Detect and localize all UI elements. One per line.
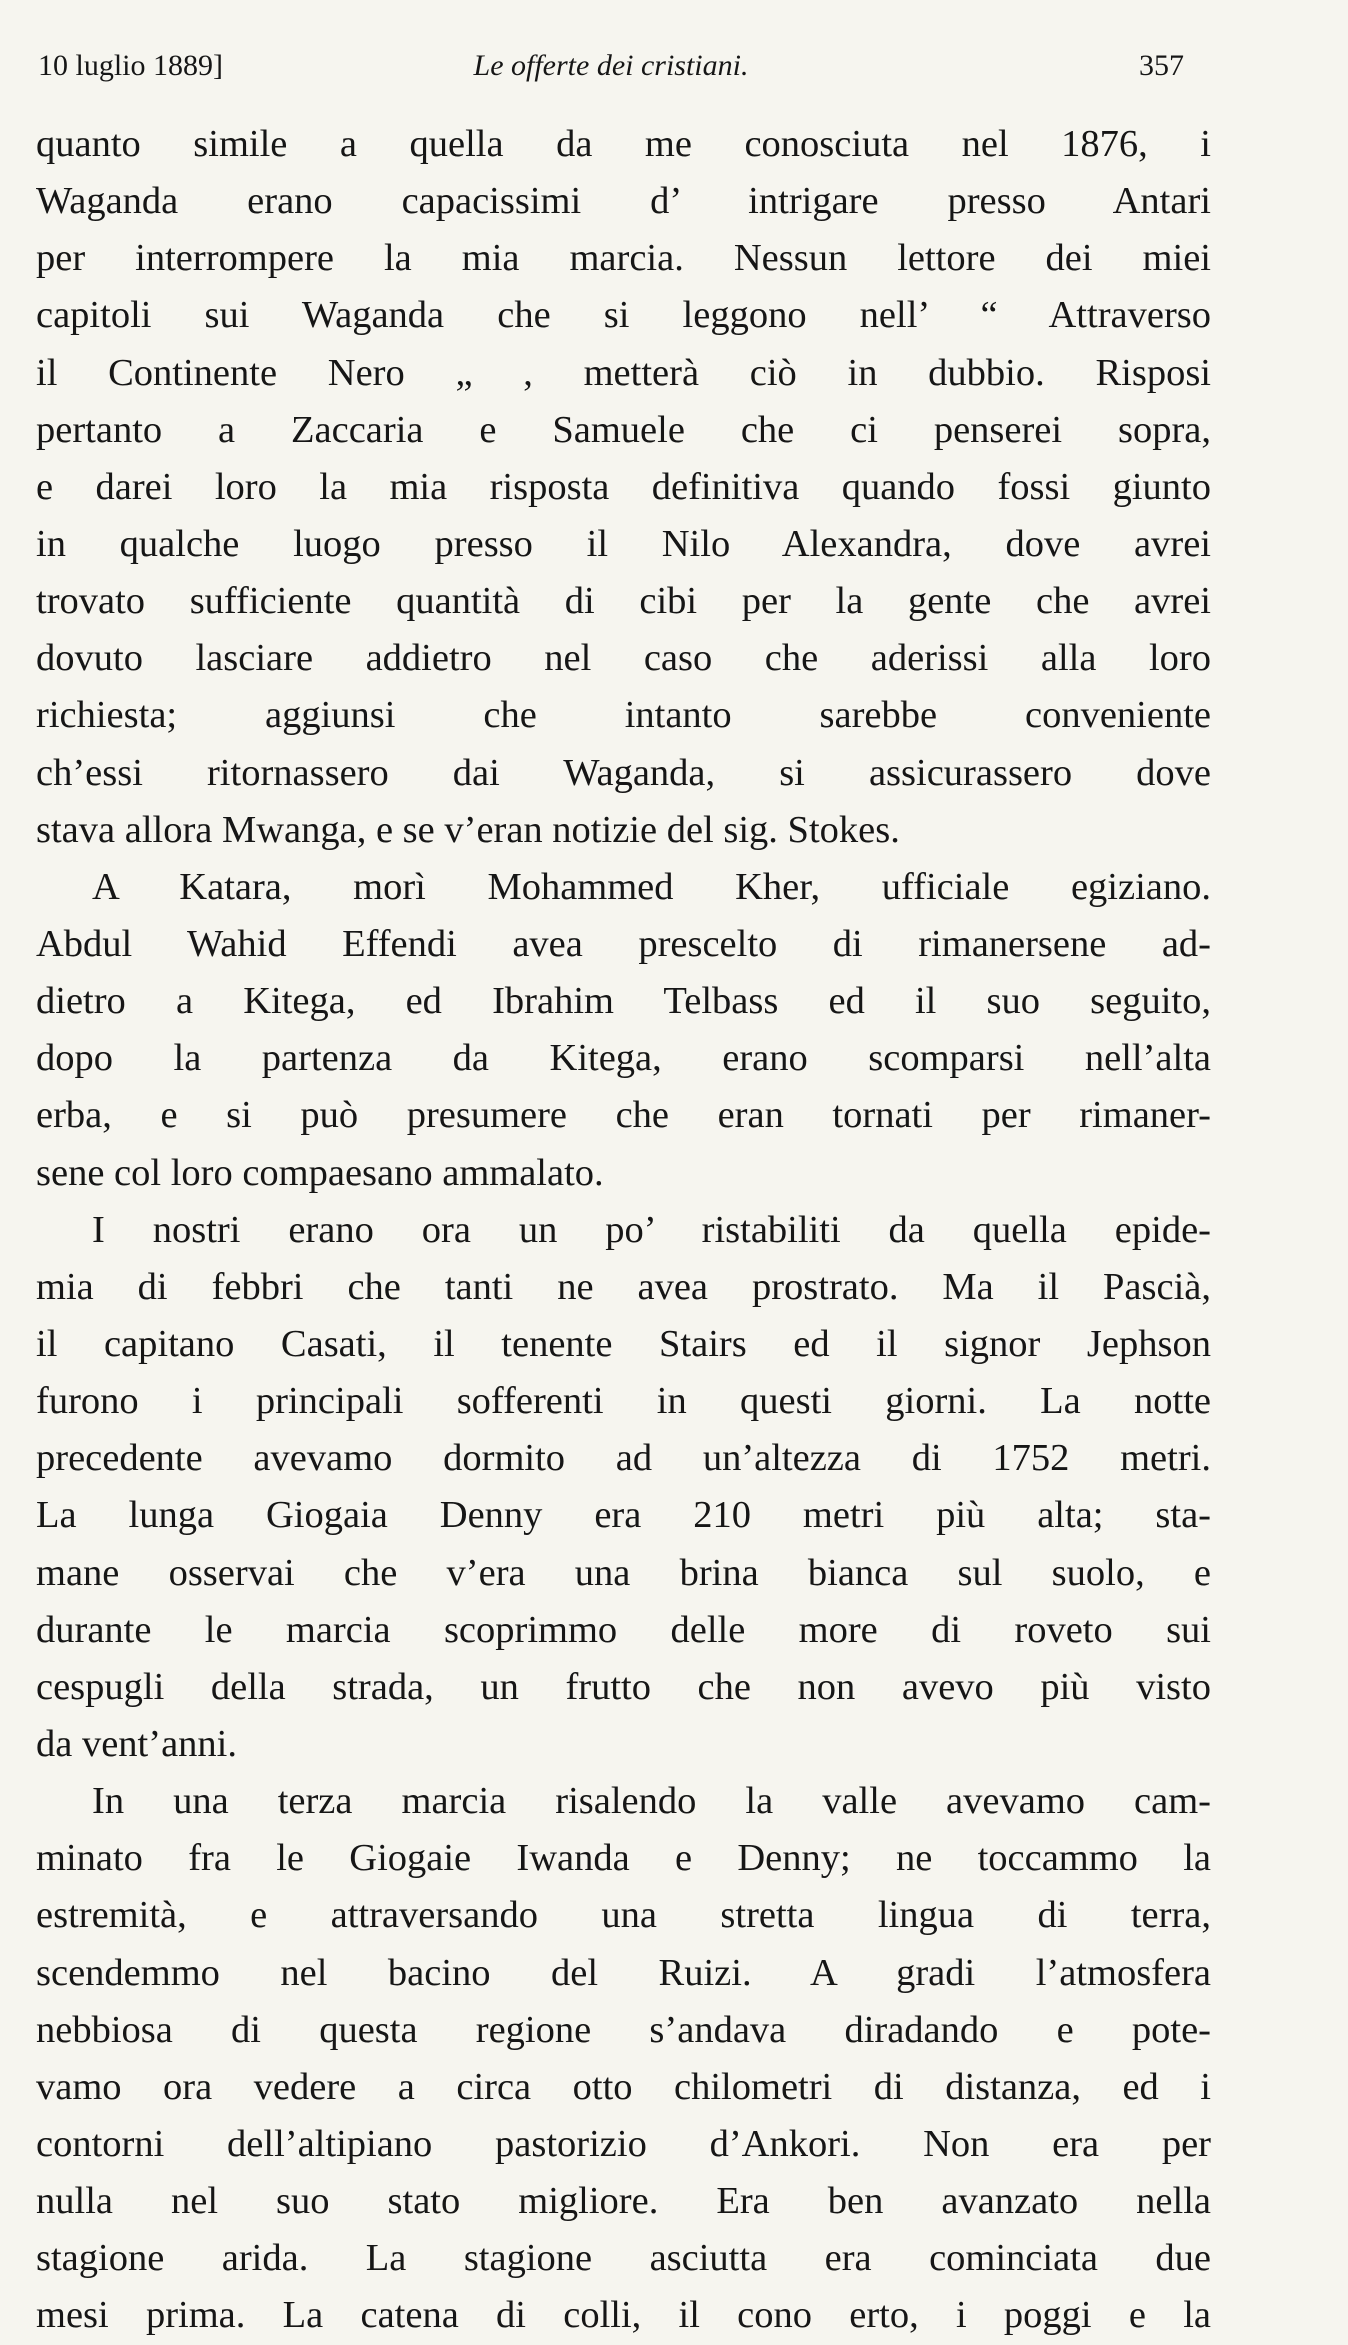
text-line: precedente avevamo dormito ad un’altezza di 1752 metri. [36, 1437, 1211, 1480]
page-number: 357 [1139, 49, 1184, 82]
text-line: trovato sufficiente quantità di cibi per la gente che avrei [36, 580, 1211, 623]
header-date: 10 luglio 1889] [38, 49, 223, 82]
text-line: minato fra le Giogaie Iwanda e Denny; ne toccammo la [36, 1837, 1211, 1880]
text-line: ch’essi ritornassero dai Waganda, si assicurassero dove [36, 751, 1211, 794]
text-line: mia di febbri che tanti ne avea prostrato. Ma il Pascià, [36, 1265, 1211, 1308]
text-line: scendemmo nel bacino del Ruizi. A gradi l’atmosfera [36, 1951, 1211, 1994]
text-line: vamo ora vedere a circa otto chilometri di distanza, ed i [36, 2065, 1211, 2108]
text-line: stava allora Mwanga, e se v’eran notizie del sig. Stokes. [36, 808, 900, 851]
text-line: sene col loro compaesano ammalato. [36, 1151, 604, 1194]
text-line: nebbiosa di questa regione s’andava diradando e pote- [36, 2008, 1211, 2051]
text-line: nulla nel suo stato migliore. Era ben avanzato nella [36, 2180, 1211, 2223]
header-title: Le offerte dei cristiani. [473, 49, 749, 82]
text-line: mesi prima. La catena di colli, il cono erto, i poggi e la [36, 2294, 1211, 2337]
text-line: in qualche luogo presso il Nilo Alexandra, dove avrei [36, 522, 1211, 565]
text-line: e darei loro la mia risposta definitiva quando fossi giunto [36, 465, 1211, 508]
text-line: contorni dell’altipiano pastorizio d’Ankori. Non era per [36, 2122, 1211, 2165]
text-line: A Katara, morì Mohammed Kher, ufficiale egiziano. [92, 865, 1211, 908]
text-line: La lunga Giogaia Denny era 210 metri più alta; sta- [36, 1494, 1211, 1537]
text-line: mane osservai che v’era una brina bianca sul suolo, e [36, 1551, 1211, 1594]
text-line: estremità, e attraversando una stretta lingua di terra, [36, 1894, 1211, 1937]
text-line: richiesta; aggiunsi che intanto sarebbe conveniente [36, 694, 1211, 737]
text-line: quanto simile a quella da me conosciuta nel 1876, i [36, 123, 1211, 165]
text-line: In una terza marcia risalendo la valle avevamo cam- [92, 1780, 1211, 1823]
text-line: dovuto lasciare addietro nel caso che aderissi alla loro [36, 637, 1211, 680]
text-line: furono i principali sofferenti in questi giorni. La notte [36, 1380, 1211, 1423]
text-line: dietro a Kitega, ed Ibrahim Telbass ed il suo seguito, [36, 980, 1211, 1023]
text-line: I nostri erano ora un po’ ristabiliti da quella epide- [92, 1208, 1211, 1251]
body-text [36, 116, 1211, 2344]
text-line: pertanto a Zaccaria e Samuele che ci penserei sopra, [36, 408, 1211, 451]
text-line: da vent’anni. [36, 1722, 237, 1765]
text-line: per interrompere la mia marcia. Nessun lettore dei miei [36, 237, 1211, 280]
text-line: il capitano Casati, il tenente Stairs ed il signor Jephson [36, 1322, 1211, 1365]
text-line: Waganda erano capacissimi d’ intrigare presso Antari [36, 180, 1211, 223]
text-line: dopo la partenza da Kitega, erano scomparsi nell’alta [36, 1037, 1211, 1080]
text-line: il Continente Nero „ , metterà ciò in dubbio. Risposi [36, 351, 1211, 394]
text-line: durante le marcia scoprimmo delle more di roveto sui [36, 1608, 1211, 1651]
text-line: Abdul Wahid Effendi avea prescelto di rimanersene ad- [36, 922, 1211, 965]
text-line: cespugli della strada, un frutto che non avevo più visto [36, 1665, 1211, 1708]
text-line: capitoli sui Waganda che si leggono nell’ “ Attraverso [36, 294, 1211, 337]
text-line: erba, e si può presumere che eran tornati per rimaner- [36, 1094, 1211, 1137]
text-line: stagione arida. La stagione asciutta era cominciata due [36, 2237, 1211, 2280]
running-header [38, 44, 1184, 88]
